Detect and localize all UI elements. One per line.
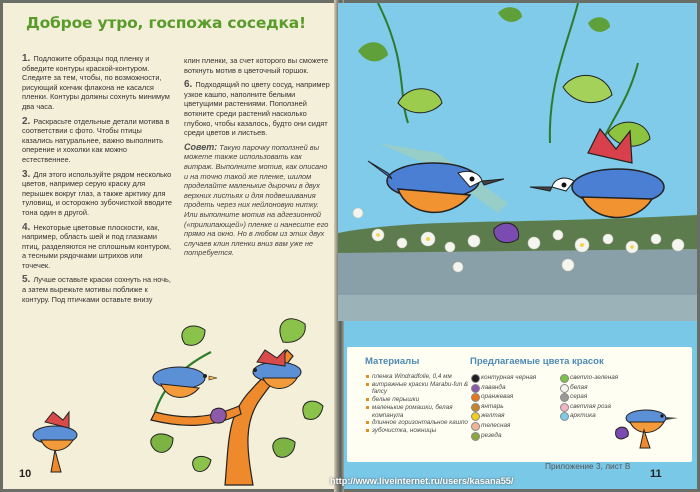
color-swatch-item (471, 421, 536, 431)
color-swatch-item (560, 383, 618, 393)
colors-list-1 (471, 373, 536, 440)
materials-item: длинное горизонтальное кашпо (372, 419, 472, 427)
color-name: светлая роза (570, 402, 611, 410)
materials-list (372, 373, 472, 435)
page-number-right: 11 (650, 468, 662, 480)
color-name: арктика (570, 412, 596, 420)
color-name: светло-зеленая (570, 374, 619, 381)
small-bird-illustration (608, 400, 688, 450)
step-4: 4. Некоторые цветовые плоскости, как, например, область шей и под глазками птиц, разделяются не сплошным контуром, а тесными рядочками штрихов или точечек. (22, 221, 171, 270)
instructions-column-1 (22, 54, 172, 309)
color-swatch-item (471, 373, 536, 383)
color-swatch-item (471, 392, 536, 402)
color-dot (471, 432, 480, 441)
color-name: серая (570, 393, 588, 401)
color-name: телесная (481, 421, 511, 429)
step-5-continued: клин пленки, за счет которого вы сможете воткнуть мотив в цветочный горшок. (184, 56, 329, 75)
materials-item: пленка Windradfolie, 0,4 мм (372, 373, 472, 381)
left-birds-illustration (15, 310, 335, 490)
page-number-left: 10 (19, 468, 32, 480)
birds-photo (338, 3, 697, 321)
materials-item: зубочистка, ножницы (372, 427, 472, 435)
color-name: лаванда (481, 383, 506, 391)
color-dot (560, 412, 569, 421)
materials-item: маленькие ромашки, белая компанула (372, 404, 472, 419)
step-5: 5. Лучше оставьте краски сохнуть на ночь, а затем вырежьте мотивы поближе к контуру. Под птичками оставьте внизу (22, 274, 171, 304)
materials-item: витражные краски Marabu-fun & fancy (372, 381, 472, 396)
color-name: резеда (481, 431, 502, 439)
instructions-column-2 (184, 56, 330, 263)
advice-block: Совет: Такую парочку поползней вы можете также использовать как витраж. Выполните мотив, как описано и на точно такой же пленке, шилом проделайте маленькие дырочки в двух верхних листьях и для подвешивания продеть через них нейлоновую нитку. Или выполните мотив на адгезионной («прилипающей») пленке и нанесите его прямо на окно. Но в любом из этих двух случаев клин пленки вниз вам уже не потребуется. (184, 141, 329, 258)
color-name: желтая (481, 412, 505, 420)
color-swatch-item (471, 383, 536, 393)
step-1: 1. Подложите образцы под пленку и обведите контуры краской-контуром. Следите за тем, чтобы, по возможности, рисующий кончик флакона не касался пленки. Контуры должны сохнуть минимум два часа. (22, 53, 170, 111)
color-name: янтарь (481, 402, 504, 410)
color-swatch-item (471, 402, 536, 412)
page-title: Доброе утро, госпожа соседка! (26, 14, 306, 32)
color-name: белая (570, 383, 588, 391)
step-2: 2. Раскрасьте отдельные детали мотива в соответствии с фото. Чтобы птицы казались натуральнее, важно выполнить оперение и хохолки как можно естественнее. (22, 115, 170, 164)
color-name: контурная черная (481, 374, 537, 381)
watermark-url: http://www.liveinternet.ru/users/kasana55/ (330, 476, 514, 486)
color-swatch-item (471, 411, 536, 421)
color-swatch-item (560, 373, 618, 383)
step-6: 6. Подходящий по цвету сосуд, например узкое кашпо, наполните белыми цветущими растениями. Поползней воткните среди растений насколько глубоко, чтобы казалось, будто они сидят среди цветов и листьев. (184, 79, 330, 138)
color-swatch-item (471, 431, 536, 441)
step-3: 3. Для этого используйте рядом несколько цветов, например серую краску для перышек вокруг глаз, а также арктику для туловищ, и осторожно зубочисткой вводите тона один в другой. (22, 168, 172, 217)
materials-item: белые перышки (372, 396, 472, 404)
colors-heading: Предлагаемые цвета красок (470, 356, 604, 367)
materials-heading: Материалы (365, 356, 420, 367)
color-name: оранжевая (481, 393, 514, 401)
appendix-note: Приложение 3, лист В (545, 461, 631, 471)
